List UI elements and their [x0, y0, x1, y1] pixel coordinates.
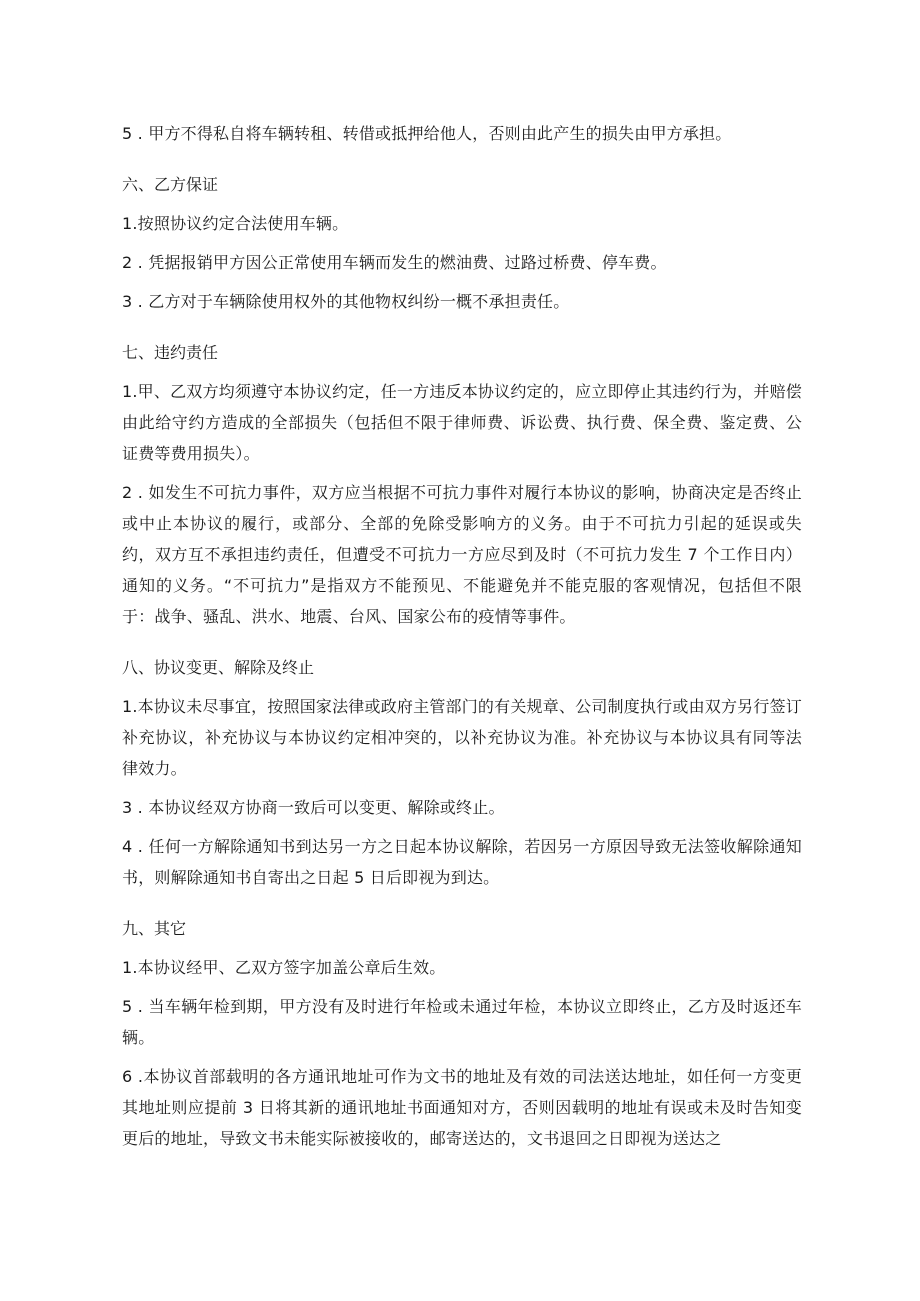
section-heading-six: 六、乙方保证	[122, 175, 219, 194]
section-heading-eight: 八、协议变更、解除及终止	[122, 658, 315, 677]
clause-paragraph: 1.本协议经甲、乙双方签字加盖公章后生效。	[122, 958, 446, 977]
section-heading-seven: 七、违约责任	[122, 343, 219, 362]
clause-paragraph: 5 . 当车辆年检到期，甲方没有及时进行年检或未通过年检，本协议立即终止，乙方及时返还车辆。	[122, 997, 802, 1047]
clause-paragraph: 3 . 本协议经双方协商一致后可以变更、解除或终止。	[122, 798, 505, 817]
document-body	[122, 118, 802, 1162]
clause-paragraph: 3 . 乙方对于车辆除使用权外的其他物权纠纷一概不承担责任。	[122, 292, 570, 311]
clause-paragraph: 1.甲、乙双方均须遵守本协议约定，任一方违反本协议约定的，应立即停止其违约行为，并赔偿由此给守约方造成的全部损失（包括但不限于律师费、诉讼费、执行费、保全费、鉴定费、公证费等费用损失）。	[122, 382, 802, 463]
clause-paragraph: 1.本协议未尽事宜，按照国家法律或政府主管部门的有关规章、公司制度执行或由双方另行签订补充协议，补充协议与本协议约定相冲突的，以补充协议为准。补充协议与本协议具有同等法律效力。	[122, 697, 802, 778]
clause-5-paragraph: 5 . 甲方不得私自将车辆转租、转借或抵押给他人，否则由此产生的损失由甲方承担。	[122, 124, 732, 143]
clause-paragraph: 2 . 凭据报销甲方因公正常使用车辆而发生的燃油费、过路过桥费、停车费。	[122, 253, 667, 272]
section-heading-nine: 九、其它	[122, 919, 187, 938]
clause-paragraph: 6 .本协议首部载明的各方通讯地址可作为文书的地址及有效的司法送达地址，如任何一方变更其地址则应提前 3 日将其新的通讯地址书面通知对方，否则因载明的地址有误或未及时告知变更后的地址，导致文书未能实际被接收的，邮寄送达的，文书退回之日即视为送达之	[122, 1067, 802, 1148]
clause-paragraph: 4 . 任何一方解除通知书到达另一方之日起本协议解除，若因另一方原因导致无法签收解除通知书，则解除通知书自寄出之日起 5 日后即视为到达。	[122, 837, 802, 887]
clause-paragraph: 1.按照协议约定合法使用车辆。	[122, 214, 349, 233]
clause-paragraph: 2 . 如发生不可抗力事件，双方应当根据不可抗力事件对履行本协议的影响，协商决定是否终止或中止本协议的履行，或部分、全部的免除受影响方的义务。由于不可抗力引起的延误或失约，双方互不承担违约责任，但遭受不可抗力一方应尽到及时（不可抗力发生 7 个工作日内）通知的义务。“不可抗力”是指双方不能预见、不能避免并不能克服的客观情况，包括但不限于：战争、骚乱、洪水、地震、台风、国家公布的疫情等事件。	[122, 483, 802, 626]
